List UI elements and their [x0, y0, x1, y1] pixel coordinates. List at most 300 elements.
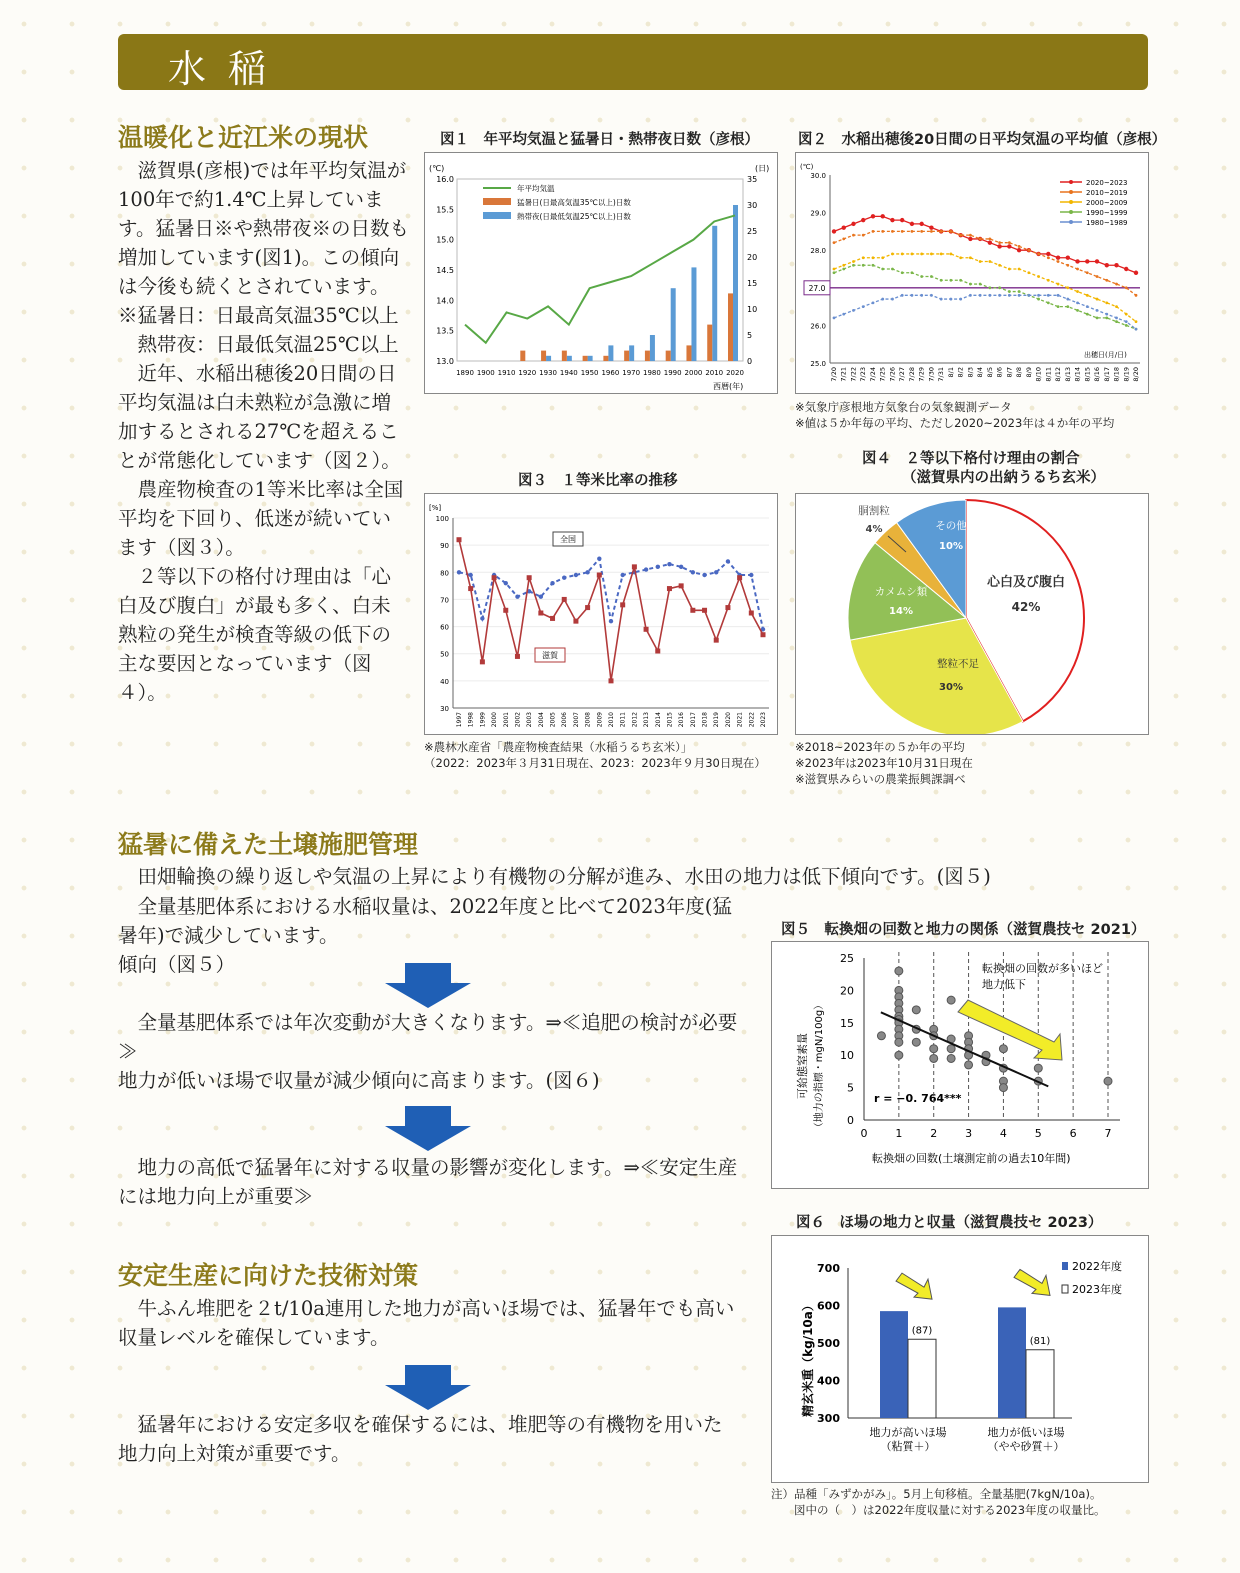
- data-point: [832, 229, 836, 233]
- data-point: [609, 678, 614, 683]
- tick-label: 2017: [689, 712, 697, 728]
- down-arrow-icon: [383, 1106, 473, 1151]
- title-banner: [118, 34, 1148, 90]
- tick-label: 4: [999, 1127, 1007, 1140]
- note: ※農林水産省「農産物検査結果（水稲うるち玄米）」: [424, 740, 693, 754]
- tick-label: 29.0: [810, 209, 826, 218]
- tick-label: 30: [747, 201, 758, 210]
- bar: [908, 1339, 936, 1418]
- tick-label: 1970: [622, 369, 641, 377]
- data-point: [912, 1038, 920, 1046]
- data-point: [852, 264, 855, 267]
- data-label: (81): [1029, 1335, 1051, 1347]
- tick-label: 1910: [497, 369, 516, 377]
- tick-label: 1920: [518, 369, 537, 377]
- fig2-chart: [796, 153, 1148, 393]
- tick-label: 7/26: [888, 367, 897, 382]
- tick-label: 8/1: [946, 367, 955, 378]
- bar: [603, 356, 608, 361]
- data-point: [881, 298, 884, 301]
- data-point: [988, 260, 991, 263]
- bar: [728, 293, 733, 361]
- data-point: [597, 557, 601, 561]
- data-point: [1057, 283, 1060, 286]
- data-point: [1096, 275, 1099, 278]
- data-point: [947, 1054, 955, 1062]
- data-point: [1027, 271, 1030, 274]
- data-point: [950, 279, 953, 282]
- legend-marker: [1069, 180, 1073, 184]
- tick-label: 1980: [643, 369, 661, 377]
- bar: [608, 345, 613, 361]
- tick-label: 2005: [549, 712, 557, 728]
- data-point: [527, 575, 532, 580]
- bar: [712, 226, 717, 361]
- data-point: [1066, 298, 1069, 301]
- data-point: [667, 562, 671, 566]
- tick-label: 20: [840, 984, 854, 998]
- data-point: [644, 567, 648, 571]
- data-point: [950, 298, 953, 301]
- tick-label: 5: [747, 331, 753, 340]
- data-point: [468, 573, 472, 577]
- tick-label: 20: [747, 253, 758, 262]
- data-point: [872, 264, 875, 267]
- legend-label: 2023年度: [1072, 1283, 1122, 1296]
- tick-label: 2020: [724, 712, 732, 728]
- data-point: [1076, 268, 1079, 271]
- tick-label: 0: [747, 357, 753, 366]
- slice-label: 胴割粒: [858, 505, 890, 517]
- tick-label: 1999: [479, 712, 487, 728]
- data-point: [1115, 283, 1118, 286]
- data-point: [1105, 313, 1108, 316]
- legend-swatch: [483, 198, 511, 205]
- bar: [666, 351, 671, 361]
- data-point: [1105, 301, 1108, 304]
- tick-label: 10: [747, 305, 758, 314]
- data-point: [891, 230, 894, 233]
- note: ※滋賀県みらいの農業振興課調べ: [795, 772, 966, 786]
- data-point: [901, 271, 904, 274]
- data-point: [872, 256, 875, 259]
- fig5-ylabel-sub: （地力の指標・mgN/100g）: [814, 999, 825, 1133]
- data-point: [1018, 294, 1021, 297]
- data-point: [910, 222, 914, 226]
- bar: [707, 325, 712, 361]
- s2-para-6: 地力の高低で猛暑年に対する収量の影響が変化します。⇒≪安定生産には地力向上が重要≫: [118, 1156, 738, 1208]
- data-point: [585, 570, 589, 574]
- data-point: [1008, 294, 1011, 297]
- down-arrow-icon: [383, 1365, 473, 1410]
- data-point: [988, 294, 991, 297]
- data-point: [930, 1045, 938, 1053]
- series-line: [459, 559, 763, 630]
- bar: [650, 335, 655, 361]
- regression-line: [881, 1012, 1048, 1086]
- data-point: [691, 570, 695, 574]
- fig5-annotation: 地力低下: [982, 978, 1026, 991]
- fig5-title: 図５ 転換畑の回数と地力の関係（滋賀農技セ 2021）: [781, 922, 1146, 938]
- tick-label: 2004: [537, 712, 545, 728]
- tick-label: 28.0: [810, 247, 826, 256]
- data-point: [959, 298, 962, 301]
- data-point: [749, 611, 754, 616]
- tick-label: 2000: [491, 712, 499, 728]
- series-line: [834, 295, 1136, 329]
- tick-label: 50: [440, 650, 449, 659]
- data-point: [862, 305, 865, 308]
- tick-label: 15.5: [436, 205, 454, 215]
- legend-marker: [1069, 220, 1073, 224]
- fig2-unit: (℃): [800, 163, 814, 171]
- tick-label: 8/19: [1122, 367, 1131, 382]
- data-point: [1105, 263, 1109, 267]
- legend-swatch: [1062, 1285, 1068, 1293]
- data-point: [1104, 1077, 1112, 1085]
- data-point: [891, 253, 894, 256]
- note: （2022：2023年３月31日現在、2023：2023年９月30日現在）: [424, 756, 766, 770]
- bar: [546, 356, 551, 361]
- data-point: [999, 1045, 1007, 1053]
- data-point: [911, 230, 914, 233]
- data-point: [1018, 268, 1021, 271]
- tick-label: 60: [440, 623, 449, 632]
- data-point: [539, 595, 543, 599]
- data-point: [881, 256, 884, 259]
- data-point: [872, 301, 875, 304]
- data-point: [872, 230, 875, 233]
- bar: [624, 351, 629, 361]
- tick-label: 2015: [666, 712, 674, 728]
- bar: [583, 356, 588, 361]
- data-point: [725, 605, 730, 610]
- fig2-xlabel: 出穂日(月/日): [1084, 351, 1127, 359]
- data-point: [930, 294, 933, 297]
- page-title: 水稲: [168, 47, 289, 91]
- tick-label: 14.5: [436, 266, 454, 275]
- data-point: [1086, 271, 1089, 274]
- s1-para: ２等以下の格付け理由は「心白及び腹白」が最も多く、白未熟粒の発生が検査等級の低下の主な要因となっています（図４）。: [118, 565, 392, 704]
- tick-label: 7/31: [937, 367, 946, 382]
- tick-label: 15: [747, 279, 758, 288]
- slice-value: 42%: [1011, 600, 1041, 614]
- section2-heading: 猛暑に備えた土壌施肥管理: [118, 830, 419, 859]
- data-point: [911, 294, 914, 297]
- legend-label: 猛暑日(日最高気温35℃以上)日数: [517, 198, 631, 207]
- data-point: [632, 564, 637, 569]
- series-label: 全国: [560, 535, 576, 544]
- fig5-ylabel: 可給態窒素量: [796, 1033, 809, 1099]
- tick-label: 5: [1034, 1127, 1042, 1140]
- tick-label: 7/27: [898, 367, 907, 382]
- data-point: [959, 256, 962, 259]
- data-point: [1115, 305, 1118, 308]
- data-point: [998, 294, 1001, 297]
- data-point: [1125, 324, 1128, 327]
- data-point: [959, 234, 962, 237]
- tick-label: 5: [847, 1081, 854, 1095]
- data-point: [457, 537, 462, 542]
- tick-label: 15.0: [436, 235, 454, 245]
- tick-label: 1997: [456, 712, 463, 728]
- data-point: [1095, 259, 1099, 263]
- tick-label: 40: [440, 677, 449, 686]
- data-point: [1066, 256, 1070, 260]
- data-point: [1075, 259, 1079, 263]
- data-point: [1018, 245, 1021, 248]
- data-point: [891, 298, 894, 301]
- data-point: [998, 286, 1001, 289]
- data-point: [655, 649, 660, 654]
- legend-label: 2010~2019: [1086, 189, 1128, 197]
- data-point: [504, 581, 508, 585]
- tick-label: 8/14: [1073, 367, 1082, 382]
- tick-label: 90: [440, 542, 449, 551]
- data-point: [999, 1084, 1007, 1092]
- tick-label: 2006: [561, 712, 569, 728]
- data-point: [861, 218, 865, 222]
- bar: [691, 267, 696, 361]
- tick-label: 2000: [684, 369, 703, 377]
- fig4-subtitle: （滋賀県内の出納うるち玄米）: [902, 470, 1105, 486]
- tick-label: 15: [840, 1016, 854, 1030]
- legend-marker: [1069, 200, 1073, 204]
- data-point: [1096, 309, 1099, 312]
- fig6-notes: [771, 1486, 1106, 1518]
- fig2-title: 図２ 水稲出穂後20日間の日平均気温の平均値（彦根）: [798, 132, 1167, 148]
- tick-label: 7/20: [830, 367, 838, 382]
- s2-para-3: 傾向（図５）: [118, 953, 236, 976]
- note: ※値は５か年毎の平均、ただし2020~2023年は４か年の平均: [795, 416, 1115, 430]
- data-point: [1037, 294, 1040, 297]
- data-point: [852, 234, 855, 237]
- tick-label: 2001: [502, 712, 510, 728]
- s1-para: 熱帯夜：日最低気温25℃以上: [118, 333, 399, 356]
- fig3-unit: [%]: [429, 504, 442, 512]
- fig4-notes: [795, 739, 973, 787]
- tick-label: 8/16: [1093, 367, 1102, 382]
- data-point: [968, 237, 972, 241]
- data-point: [503, 608, 508, 613]
- data-point: [1057, 294, 1060, 297]
- data-point: [1037, 275, 1040, 278]
- tick-label: 6: [1069, 1127, 1077, 1140]
- tick-label: 10: [840, 1049, 854, 1063]
- tick-label: 2023: [760, 712, 767, 728]
- tick-label: 2003: [526, 712, 534, 728]
- data-point: [679, 565, 683, 569]
- data-point: [1047, 256, 1050, 259]
- data-point: [1008, 268, 1011, 271]
- tick-label: 2022: [748, 712, 756, 728]
- note: ※2018~2023年の５か年の平均: [795, 740, 965, 754]
- tick-label: 7/28: [907, 367, 916, 382]
- data-point: [1114, 263, 1118, 267]
- data-point: [1125, 320, 1128, 323]
- note: ※気象庁彦根地方気象台の気象観測データ: [795, 400, 1012, 414]
- fig1-xlabel: 西暦(年): [713, 382, 744, 391]
- data-point: [702, 608, 707, 613]
- fig2-notes: [795, 399, 1114, 431]
- data-point: [1047, 301, 1050, 304]
- tick-label: 8/8: [1015, 367, 1024, 378]
- data-point: [667, 586, 672, 591]
- series-label: 滋賀: [542, 651, 558, 660]
- data-point: [940, 253, 943, 256]
- data-point: [930, 1054, 938, 1062]
- tick-label: 7/21: [839, 367, 848, 382]
- tick-label: 2012: [631, 712, 639, 728]
- tick-label: 8/18: [1112, 367, 1121, 382]
- data-point: [1057, 260, 1060, 263]
- tick-label: 400: [817, 1374, 840, 1388]
- bar: [541, 351, 546, 361]
- tick-label: 25.0: [810, 360, 826, 368]
- data-point: [979, 283, 982, 286]
- category-label: （やや砂質＋）: [987, 1440, 1065, 1453]
- data-point: [920, 275, 923, 278]
- data-point: [979, 238, 982, 241]
- slice-value: 4%: [865, 524, 883, 535]
- tick-label: 2009: [596, 712, 604, 728]
- data-point: [515, 654, 520, 659]
- data-point: [979, 260, 982, 263]
- tick-label: 13.0: [436, 357, 454, 366]
- data-point: [852, 309, 855, 312]
- tick-label: 8/11: [1044, 367, 1053, 382]
- data-point: [940, 230, 943, 233]
- tick-label: 7/22: [849, 367, 858, 382]
- data-point: [1076, 301, 1079, 304]
- data-point: [895, 1051, 903, 1059]
- bar: [629, 345, 634, 361]
- legend-label: 1980~1989: [1086, 219, 1128, 227]
- slice-value: 10%: [939, 541, 963, 552]
- tick-label: 2021: [736, 712, 744, 728]
- bar: [880, 1311, 908, 1418]
- tick-label: 2018: [701, 712, 709, 728]
- fig2-box: [795, 152, 1149, 394]
- legend-marker: [1069, 210, 1073, 214]
- legend-swatch: [1062, 1262, 1068, 1270]
- tick-label: 8/5: [985, 367, 994, 378]
- data-point: [1115, 316, 1118, 319]
- data-point: [585, 605, 590, 610]
- bar: [588, 356, 593, 361]
- data-point: [950, 230, 953, 233]
- tick-label: 1: [895, 1127, 903, 1140]
- tick-label: 70: [440, 596, 449, 605]
- data-point: [1135, 328, 1138, 331]
- bar: [998, 1307, 1026, 1418]
- slice-label: 整粒不足: [937, 658, 979, 670]
- legend-label: 2022年度: [1072, 1260, 1122, 1273]
- data-point: [1135, 320, 1138, 323]
- s2-para-4: 全量基肥体系では年次変動が大きくなります。⇒≪追肥の検討が必要≫: [118, 1011, 738, 1063]
- data-point: [988, 238, 991, 241]
- tick-label: 300: [817, 1412, 840, 1425]
- data-point: [1086, 313, 1089, 316]
- data-point: [930, 275, 933, 278]
- data-point: [656, 565, 660, 569]
- fig1-title: 図１ 年平均気温と猛暑日・熱帯夜日数（彦根）: [440, 132, 759, 148]
- tick-label: 7/30: [927, 367, 936, 382]
- data-point: [714, 638, 719, 643]
- data-point: [620, 602, 625, 607]
- tick-label: 26.0: [810, 322, 826, 331]
- data-point: [1115, 320, 1118, 323]
- data-point: [988, 240, 992, 244]
- tick-label: 2010: [705, 369, 724, 377]
- tick-label: 2008: [584, 712, 592, 728]
- data-point: [1037, 298, 1040, 301]
- tick-label: 13.5: [436, 326, 454, 336]
- tick-label: 2007: [572, 712, 580, 728]
- fig4-title: 図４ ２等以下格付け理由の割合: [862, 451, 1080, 467]
- tick-label: 2011: [619, 712, 627, 728]
- bar: [567, 356, 572, 361]
- fig5-xlabel: 転換畑の回数(土壌測定前の過去10年間): [872, 1152, 1071, 1165]
- tick-label: 1998: [467, 712, 475, 728]
- data-point: [562, 597, 567, 602]
- tick-label: 8/4: [976, 367, 985, 378]
- data-point: [1047, 294, 1050, 297]
- section3-heading: 安定生産に向けた技術対策: [118, 1261, 419, 1290]
- data-point: [1017, 248, 1021, 252]
- note: ※2023年は2023年10月31日現在: [795, 756, 973, 770]
- slice-label: その他: [935, 520, 967, 532]
- tick-label: 8/7: [1005, 367, 1014, 378]
- data-point: [959, 279, 962, 282]
- tick-label: 1930: [539, 369, 557, 377]
- tick-label: 1890: [456, 369, 474, 377]
- data-point: [862, 264, 865, 267]
- fig6-title: 図６ ほ場の地力と収量（滋賀農技セ 2023）: [796, 1215, 1103, 1231]
- trend-arrow-icon: [896, 1273, 932, 1299]
- slice-value: 30%: [939, 682, 963, 693]
- tick-label: 14.0: [436, 296, 454, 306]
- data-point: [947, 996, 955, 1004]
- data-point: [833, 241, 836, 244]
- tick-label: 8/10: [1034, 367, 1043, 382]
- data-point: [930, 230, 933, 233]
- tick-label: 7/24: [868, 367, 877, 382]
- tick-label: 7/23: [859, 367, 868, 382]
- data-point: [457, 570, 461, 574]
- tick-label: 2013: [643, 712, 651, 728]
- data-point: [911, 271, 914, 274]
- tick-label: 2019: [713, 712, 721, 728]
- tick-label: 2016: [678, 712, 686, 728]
- data-point: [1066, 286, 1069, 289]
- data-point: [1056, 256, 1060, 260]
- data-point: [749, 573, 753, 577]
- bar: [733, 205, 738, 361]
- data-point: [842, 225, 846, 229]
- data-point: [492, 575, 497, 580]
- data-point: [480, 659, 485, 664]
- legend-label: 熱帯夜(日最低気温25℃以上)日数: [517, 212, 631, 221]
- legend-label: 年平均気温: [517, 184, 555, 193]
- data-point: [726, 559, 730, 563]
- data-point: [920, 230, 923, 233]
- data-point: [1124, 267, 1128, 271]
- data-point: [862, 256, 865, 259]
- data-point: [1034, 1064, 1042, 1072]
- bar: [645, 351, 650, 361]
- category-label: 地力が低いほ場: [987, 1426, 1065, 1439]
